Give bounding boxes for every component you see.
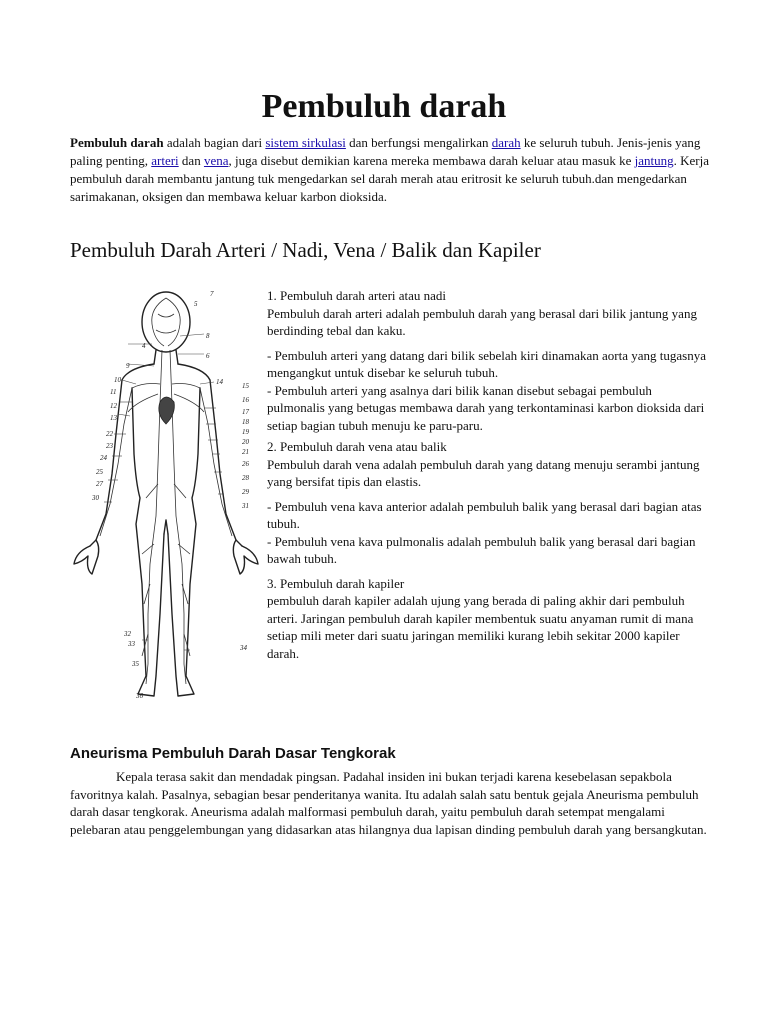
link-vena[interactable]: vena bbox=[203, 153, 229, 168]
svg-text:11: 11 bbox=[110, 388, 117, 396]
svg-text:10: 10 bbox=[114, 376, 121, 384]
svg-text:15: 15 bbox=[242, 382, 249, 390]
svg-text:4: 4 bbox=[142, 342, 146, 350]
arteri-bullet-pulmonalis: - Pembuluh arteri yang asalnya dari bilik kanan disebut sebagai pembuluh pulmonalis yang betugas membawa darah yang terkontaminasi karbon dioksida dari setiap bagian tubuh menuju ke paru-paru. bbox=[267, 382, 705, 433]
svg-text:34: 34 bbox=[240, 644, 247, 652]
vena-block bbox=[267, 438, 707, 491]
vena-bullets bbox=[267, 498, 707, 568]
intro-text: ke seluruh tubuh. Jenis-jenis yang paling penting, bbox=[70, 135, 701, 168]
svg-text:14: 14 bbox=[216, 378, 223, 386]
svg-text:16: 16 bbox=[242, 396, 249, 404]
circulatory-system-illustration bbox=[66, 284, 266, 704]
section-heading: Pembuluh Darah Arteri / Nadi, Vena / Balik dan Kapiler bbox=[70, 238, 541, 262]
svg-text:32: 32 bbox=[124, 630, 131, 638]
intro-text: adalah bagian dari bbox=[163, 135, 266, 150]
intro-text: , juga disebut demikian karena mereka membawa darah keluar atau masuk ke bbox=[228, 153, 635, 168]
svg-text:27: 27 bbox=[96, 480, 103, 488]
svg-text:13: 13 bbox=[110, 414, 117, 422]
svg-text:36: 36 bbox=[136, 692, 143, 700]
intro-paragraph bbox=[70, 134, 710, 206]
svg-text:31: 31 bbox=[242, 502, 249, 510]
svg-text:17: 17 bbox=[242, 408, 249, 416]
svg-text:28: 28 bbox=[242, 474, 249, 482]
link-sistem-sirkulasi[interactable]: sistem sirkulasi bbox=[265, 135, 346, 150]
svg-text:26: 26 bbox=[242, 460, 249, 468]
svg-text:20: 20 bbox=[242, 438, 249, 446]
vena-heading: 2. Pembuluh darah vena atau balik bbox=[267, 439, 447, 454]
link-darah[interactable]: darah bbox=[491, 135, 521, 150]
svg-text:7: 7 bbox=[210, 290, 214, 298]
svg-text:22: 22 bbox=[106, 430, 113, 438]
link-arteri[interactable]: arteri bbox=[151, 153, 179, 168]
svg-text:24: 24 bbox=[100, 454, 107, 462]
svg-text:23: 23 bbox=[106, 442, 113, 450]
link-jantung[interactable]: jantung bbox=[634, 153, 674, 168]
arteri-bullet-aorta: - Pembuluh arteri yang datang dari bilik sebelah kiri dinamakan aorta yang tugasnya mengangkut untuk disebar ke seluruh tubuh. bbox=[267, 347, 706, 380]
svg-text:30: 30 bbox=[92, 494, 99, 502]
svg-text:5: 5 bbox=[194, 300, 198, 308]
svg-text:9: 9 bbox=[126, 362, 130, 370]
heart-icon bbox=[159, 397, 174, 424]
arteri-block bbox=[267, 287, 707, 340]
intro-text: dan bbox=[178, 153, 204, 168]
kapiler-heading: 3. Pembuluh darah kapiler bbox=[267, 575, 405, 591]
svg-text:25: 25 bbox=[96, 468, 103, 476]
vena-description: Pembuluh darah vena adalah pembuluh darah yang datang menuju serambi jantung yang bersifat tipis dan elastis. bbox=[267, 456, 700, 489]
arteri-description: Pembuluh darah arteri adalah pembuluh darah yang berasal dari bilik jantung yang berdinding tebal dan kaku. bbox=[267, 305, 697, 338]
vena-bullet-pulmonalis: - Pembuluh vena kava pulmonalis adalah pembuluh balik yang berasal dari bagian bawah tubuh. bbox=[267, 533, 696, 566]
kapiler-description: pembuluh darah kapiler adalah ujung yang berada di paling akhir dari pembuluh arteri. Jaringan pembuluh darah kapiler membentuk suatu anyaman rumit di mana setiap mili meter dari suatu jaringan memiliki kurang lebih sekitar 2000 kapiler darah. bbox=[267, 593, 694, 661]
svg-text:35: 35 bbox=[132, 660, 139, 668]
arteri-bullets bbox=[267, 347, 707, 435]
svg-text:21: 21 bbox=[242, 448, 249, 456]
aneurisma-paragraph: Kepala terasa sakit dan mendadak pingsan. Padahal insiden ini bukan terjadi karena kesebelasan sepakbola favoritnya kalah. Pasalnya, sebagian besar penderitanya wanita. Itu adalah salah satu bentuk gejala Aneurisma pembuluh darah dasar tengkorak. Aneurisma adalah malformasi pembuluh darah, yaitu pembuluh darah setempat mengalami pelebaran atau penggelembungan yang didasarkan atas hilangnya dua lapisan dinding pembuluh darah yang bersangkutan. bbox=[70, 769, 707, 837]
svg-text:33: 33 bbox=[128, 640, 135, 648]
svg-text:6: 6 bbox=[206, 352, 210, 360]
intro-bold-lead: Pembuluh darah bbox=[70, 135, 164, 150]
aneurisma-heading: Aneurisma Pembuluh Darah Dasar Tengkorak bbox=[70, 745, 396, 762]
vessel-types-column bbox=[267, 287, 707, 669]
svg-text:12: 12 bbox=[110, 402, 117, 410]
kapiler-block bbox=[267, 575, 707, 663]
arteri-heading: 1. Pembuluh darah arteri atau nadi bbox=[267, 288, 447, 303]
vena-bullet-anterior: - Pembuluh vena kava anterior adalah pembuluh balik yang berasal dari bagian atas tubuh. bbox=[267, 498, 702, 531]
intro-text: dan berfungsi mengalirkan bbox=[345, 135, 492, 150]
svg-text:19: 19 bbox=[242, 428, 249, 436]
page-title: Pembuluh darah bbox=[261, 88, 507, 125]
intro-text: . Kerja pembuluh darah membantu jantung tuk mengedarkan sel darah merah atau eritrosit ke seluruh tubuh.dan mengedarkan sarimakanan, oksigen dan membawa keluar karbon dioksida. bbox=[70, 153, 709, 204]
svg-text:8: 8 bbox=[206, 332, 210, 340]
svg-text:18: 18 bbox=[242, 418, 249, 426]
svg-text:29: 29 bbox=[242, 488, 249, 496]
